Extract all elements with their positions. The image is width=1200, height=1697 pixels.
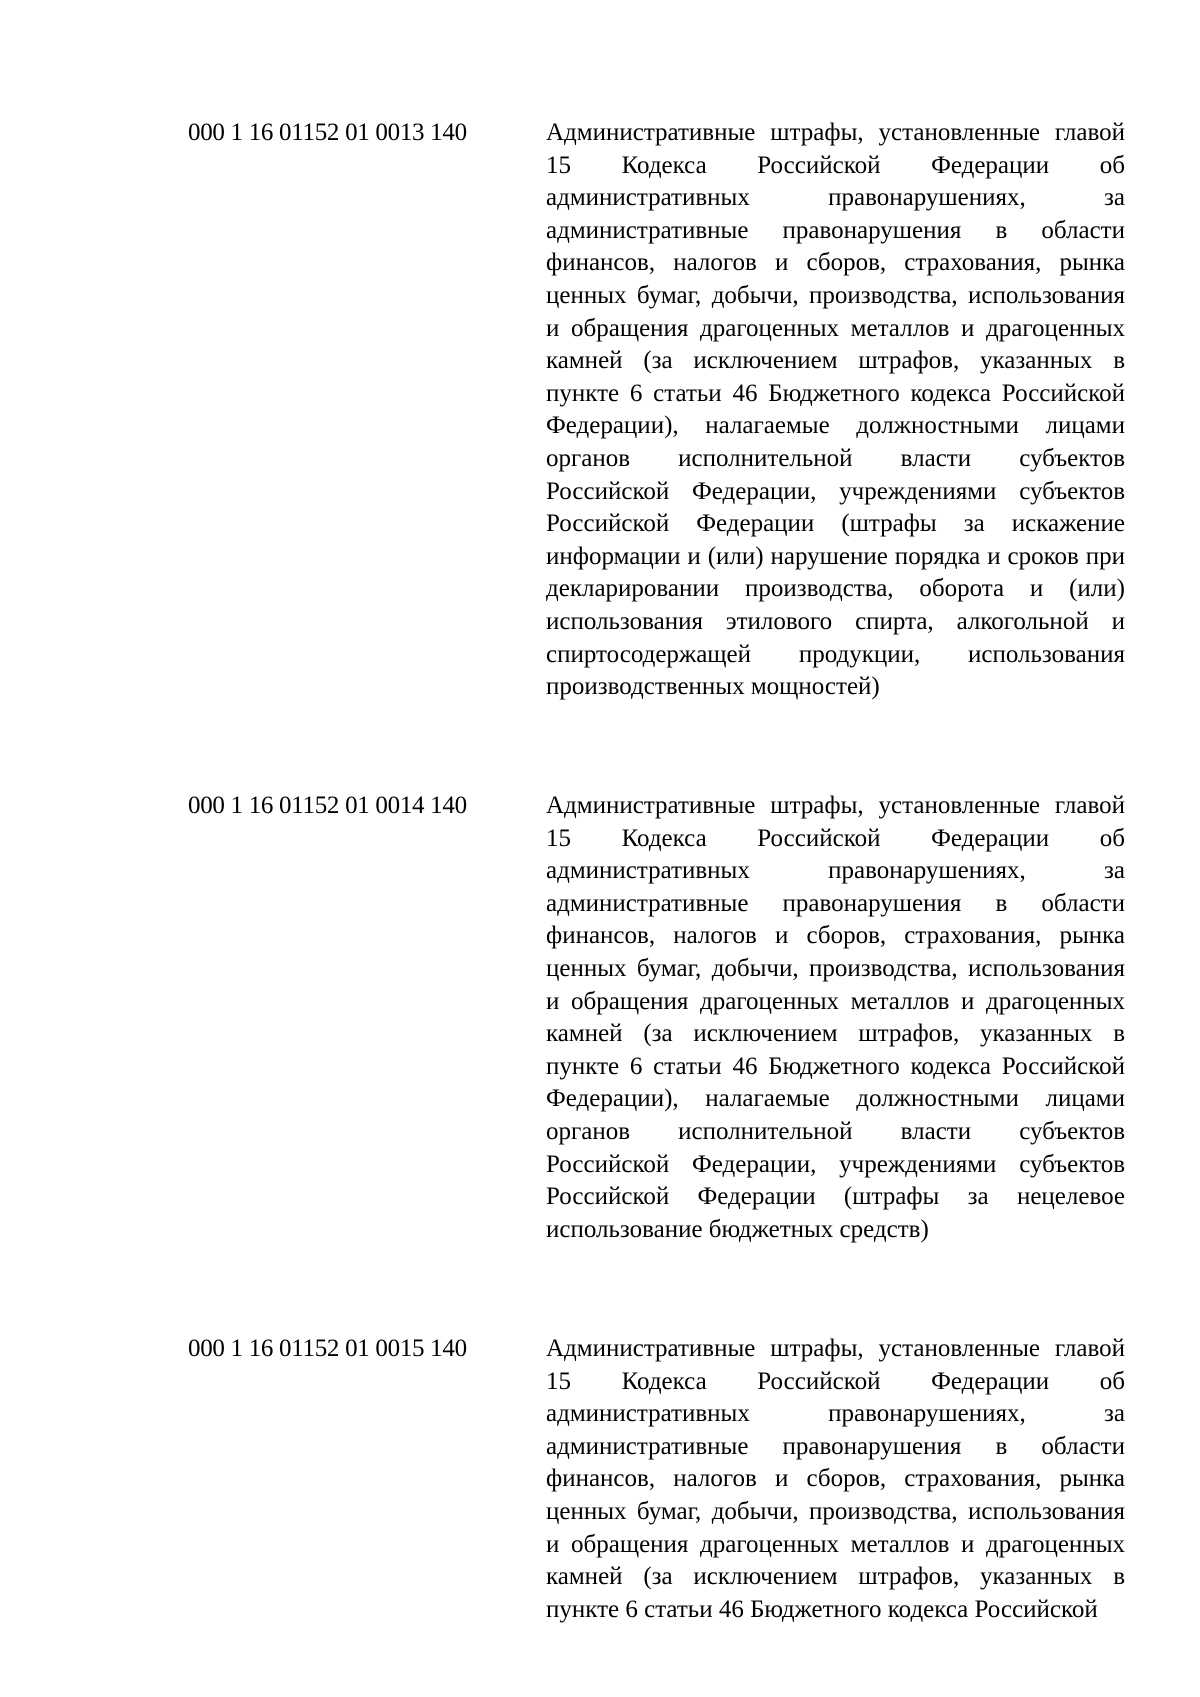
income-description: Административные штрафы, установленные главой 15 Кодекса Российской Федерации об административных правонарушениях, за административные правонарушения в области финансов, налогов и сборов, страхования, рынка ценных бумаг, добычи, производства, использования и обращения драгоценных металлов и драгоценных камней (за исключением штрафов, указанных в пункте 6 статьи 46 Бюджетного кодекса Российской Федерации), налагаемые должностными лицами органов исполнительной власти субъектов Российской Федерации, учреждениями субъектов Российской Федерации (штрафы за искажение информации и (или) нарушение порядка и сроков при декларировании производства, оборота и (или) использования этилового спирта, алкогольной и спиртосодержащей продукции, использования производственных мощностей)	[546, 119, 1125, 701]
kbk-code: 000 1 16 01152 01 0015 140	[188, 1335, 467, 1362]
income-description: Административные штрафы, установленные главой 15 Кодекса Российской Федерации об административных правонарушениях, за административные правонарушения в области финансов, налогов и сборов, страхования, рынка ценных бумаг, добычи, производства, использования и обращения драгоценных металлов и драгоценных камней (за исключением штрафов, указанных в пункте 6 статьи 46 Бюджетного кодекса Российской Федерации), налагаемые должностными лицами органов исполнительной власти субъектов Российской Федерации, учреждениями субъектов Российской Федерации (штрафы за нецелевое использование бюджетных средств)	[546, 792, 1125, 1243]
income-description: Административные штрафы, установленные главой 15 Кодекса Российской Федерации об административных правонарушениях, за административные правонарушения в области финансов, налогов и сборов, страхования, рынка ценных бумаг, добычи, производства, использования и обращения драгоценных металлов и драгоценных камней (за исключением штрафов, указанных в пункте 6 статьи 46 Бюджетного кодекса Российской	[546, 1335, 1125, 1623]
kbk-code: 000 1 16 01152 01 0013 140	[188, 119, 467, 146]
kbk-code: 000 1 16 01152 01 0014 140	[188, 792, 467, 819]
